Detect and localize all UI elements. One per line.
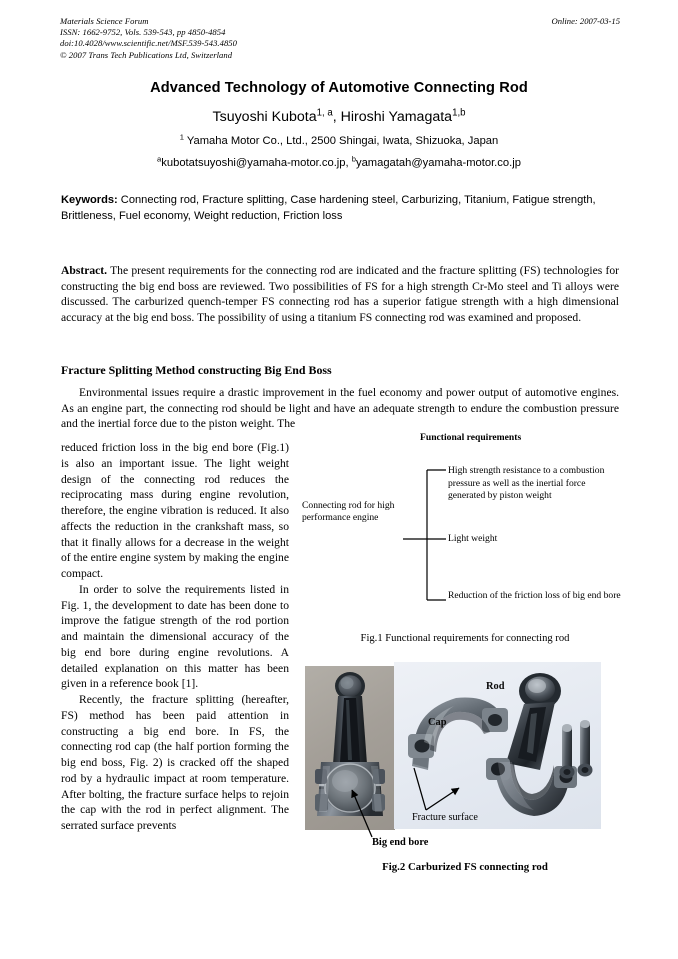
figure-1-left-label: Connecting rod for high performance engine — [302, 500, 395, 524]
email-1[interactable]: kubotatsuyoshi@yamaha-motor.co.jp, — [161, 157, 352, 169]
affiliation — [0, 132, 678, 147]
email-2-superscript: b — [351, 154, 356, 164]
figure-2-photo-assembled-rod — [305, 666, 395, 830]
figure-1-branch-1: High strength resistance to a combustion pressure as well as the inertial force generated by piston weight — [448, 465, 605, 501]
affiliation-text: Yamaha Motor Co., Ltd., 2500 Shingai, Iwata, Shizuoka, Japan — [183, 135, 499, 147]
online-date: Online: 2007-03-15 — [551, 16, 620, 26]
figure-2 — [300, 660, 630, 860]
figure-1-branch-3: Reduction of the friction loss of big end bore — [448, 590, 621, 601]
figure-2-label-fracture-surface: Fracture surface — [412, 812, 478, 823]
keywords-text: Connecting rod, Fracture splitting, Case hardening steel, Carburizing, Titanium, Fatigue strength, Brittleness, Fuel economy, Weight reduction, Friction loss — [61, 194, 596, 222]
author-emails — [0, 154, 678, 169]
page-title: Advanced Technology of Automotive Connecting Rod — [150, 80, 528, 96]
author-2-name: Hiroshi Yamagata — [340, 109, 453, 125]
figure-2-label-cap: Cap — [428, 717, 447, 728]
copyright-line: © 2007 Trans Tech Publications Ltd, Switzerland — [60, 49, 233, 60]
keywords-label: Keywords: — [61, 194, 118, 206]
journal-identification — [60, 16, 237, 61]
body-paragraph-2: In order to solve the requirements listed in Fig. 1, the development to date has been done to improve the fatigue strength of the rod portion and maintain the dimensional accuracy of the big end bore during engine revolutions. A detailed explanation on this matter has been given in a reference book [1]. — [61, 582, 289, 691]
affiliation-superscript: 1 — [179, 132, 184, 142]
figure-2-caption: Fig.2 Carburized FS connecting rod — [382, 861, 548, 873]
author-separator: , — [332, 109, 341, 125]
keywords-block — [61, 193, 619, 224]
intro-paragraph: Environmental issues require a drastic improvement in the fuel economy and power output of automotive engines. As an engine part, the connecting rod should be light and have an adequate strength to endure the combustion pressure and the inertial force due to the piston weight. The — [61, 386, 619, 431]
body-paragraph-3: Recently, the fracture splitting (hereafter, FS) method has been paid attention in constructing a big end bore. In FS, the connecting rod cap (the half portion forming the big end boss, Fig. 2) is cracked off the shaped rod by a hydraulic impact at room temperature. After bolting, the fracture surface helps to rejoin the cap with the rod in perfect alignment. The serrated surface prevents — [61, 693, 289, 832]
abstract-label: Abstract. — [61, 264, 108, 277]
author-list — [0, 109, 678, 125]
author-1-superscript: 1, a — [316, 107, 333, 119]
journal-header — [60, 16, 620, 61]
issn-line: ISSN: 1662-9752, Vols. 539-543, pp 4850-4854 — [60, 27, 226, 38]
section-heading: Fracture Splitting Method constructing Big End Boss — [61, 363, 332, 377]
figure-1 — [300, 432, 630, 647]
doi-line: doi:10.4028/www.scientific.net/MSF.539-543.4850 — [60, 38, 237, 49]
journal-name: Materials Science Forum — [60, 16, 149, 26]
figure-2-label-rod: Rod — [486, 681, 505, 692]
figure-1-diagram-title: Functional requirements — [420, 432, 522, 443]
email-2[interactable]: yamagatah@yamaha-motor.co.jp — [355, 157, 521, 169]
email-1-superscript: a — [157, 154, 162, 164]
body-paragraph-1: reduced friction loss in the big end bore (Fig.1) is also an important issue. The light weight design of the connecting rod reduces the reciprocating mass during engine revolution, therefore, the engine vibration is reduced. It also affects the reduction in the crankshaft mass, so that it finally allows for a decrease in the weight of the entire engine system by making the engine compact. — [61, 441, 289, 580]
author-1-name: Tsuyoshi Kubota — [212, 109, 317, 125]
author-2-superscript: 1,b — [452, 107, 466, 119]
left-column-body — [61, 440, 289, 834]
abstract-block — [61, 263, 619, 326]
figure-1-caption: Fig.1 Functional requirements for connecting rod — [360, 633, 570, 644]
abstract-text: The present requirements for the connecting rod are indicated and the fracture splitting (FS) technologies for constructing the big end boss are reviewed. Two possibilities of FS for a high strength Cr-Mo steel and Ti alloys were discussed. The carburized quench-temper FS connecting rod has a superior fatigue strength with a high dimensional accuracy at the big end boss. The possibility of using a titanium FS connecting rod was examined and proposed. — [61, 264, 619, 325]
figure-1-branch-2: Light weight — [448, 533, 498, 544]
figure-2-label-big-end-bore: Big end bore — [372, 837, 429, 848]
